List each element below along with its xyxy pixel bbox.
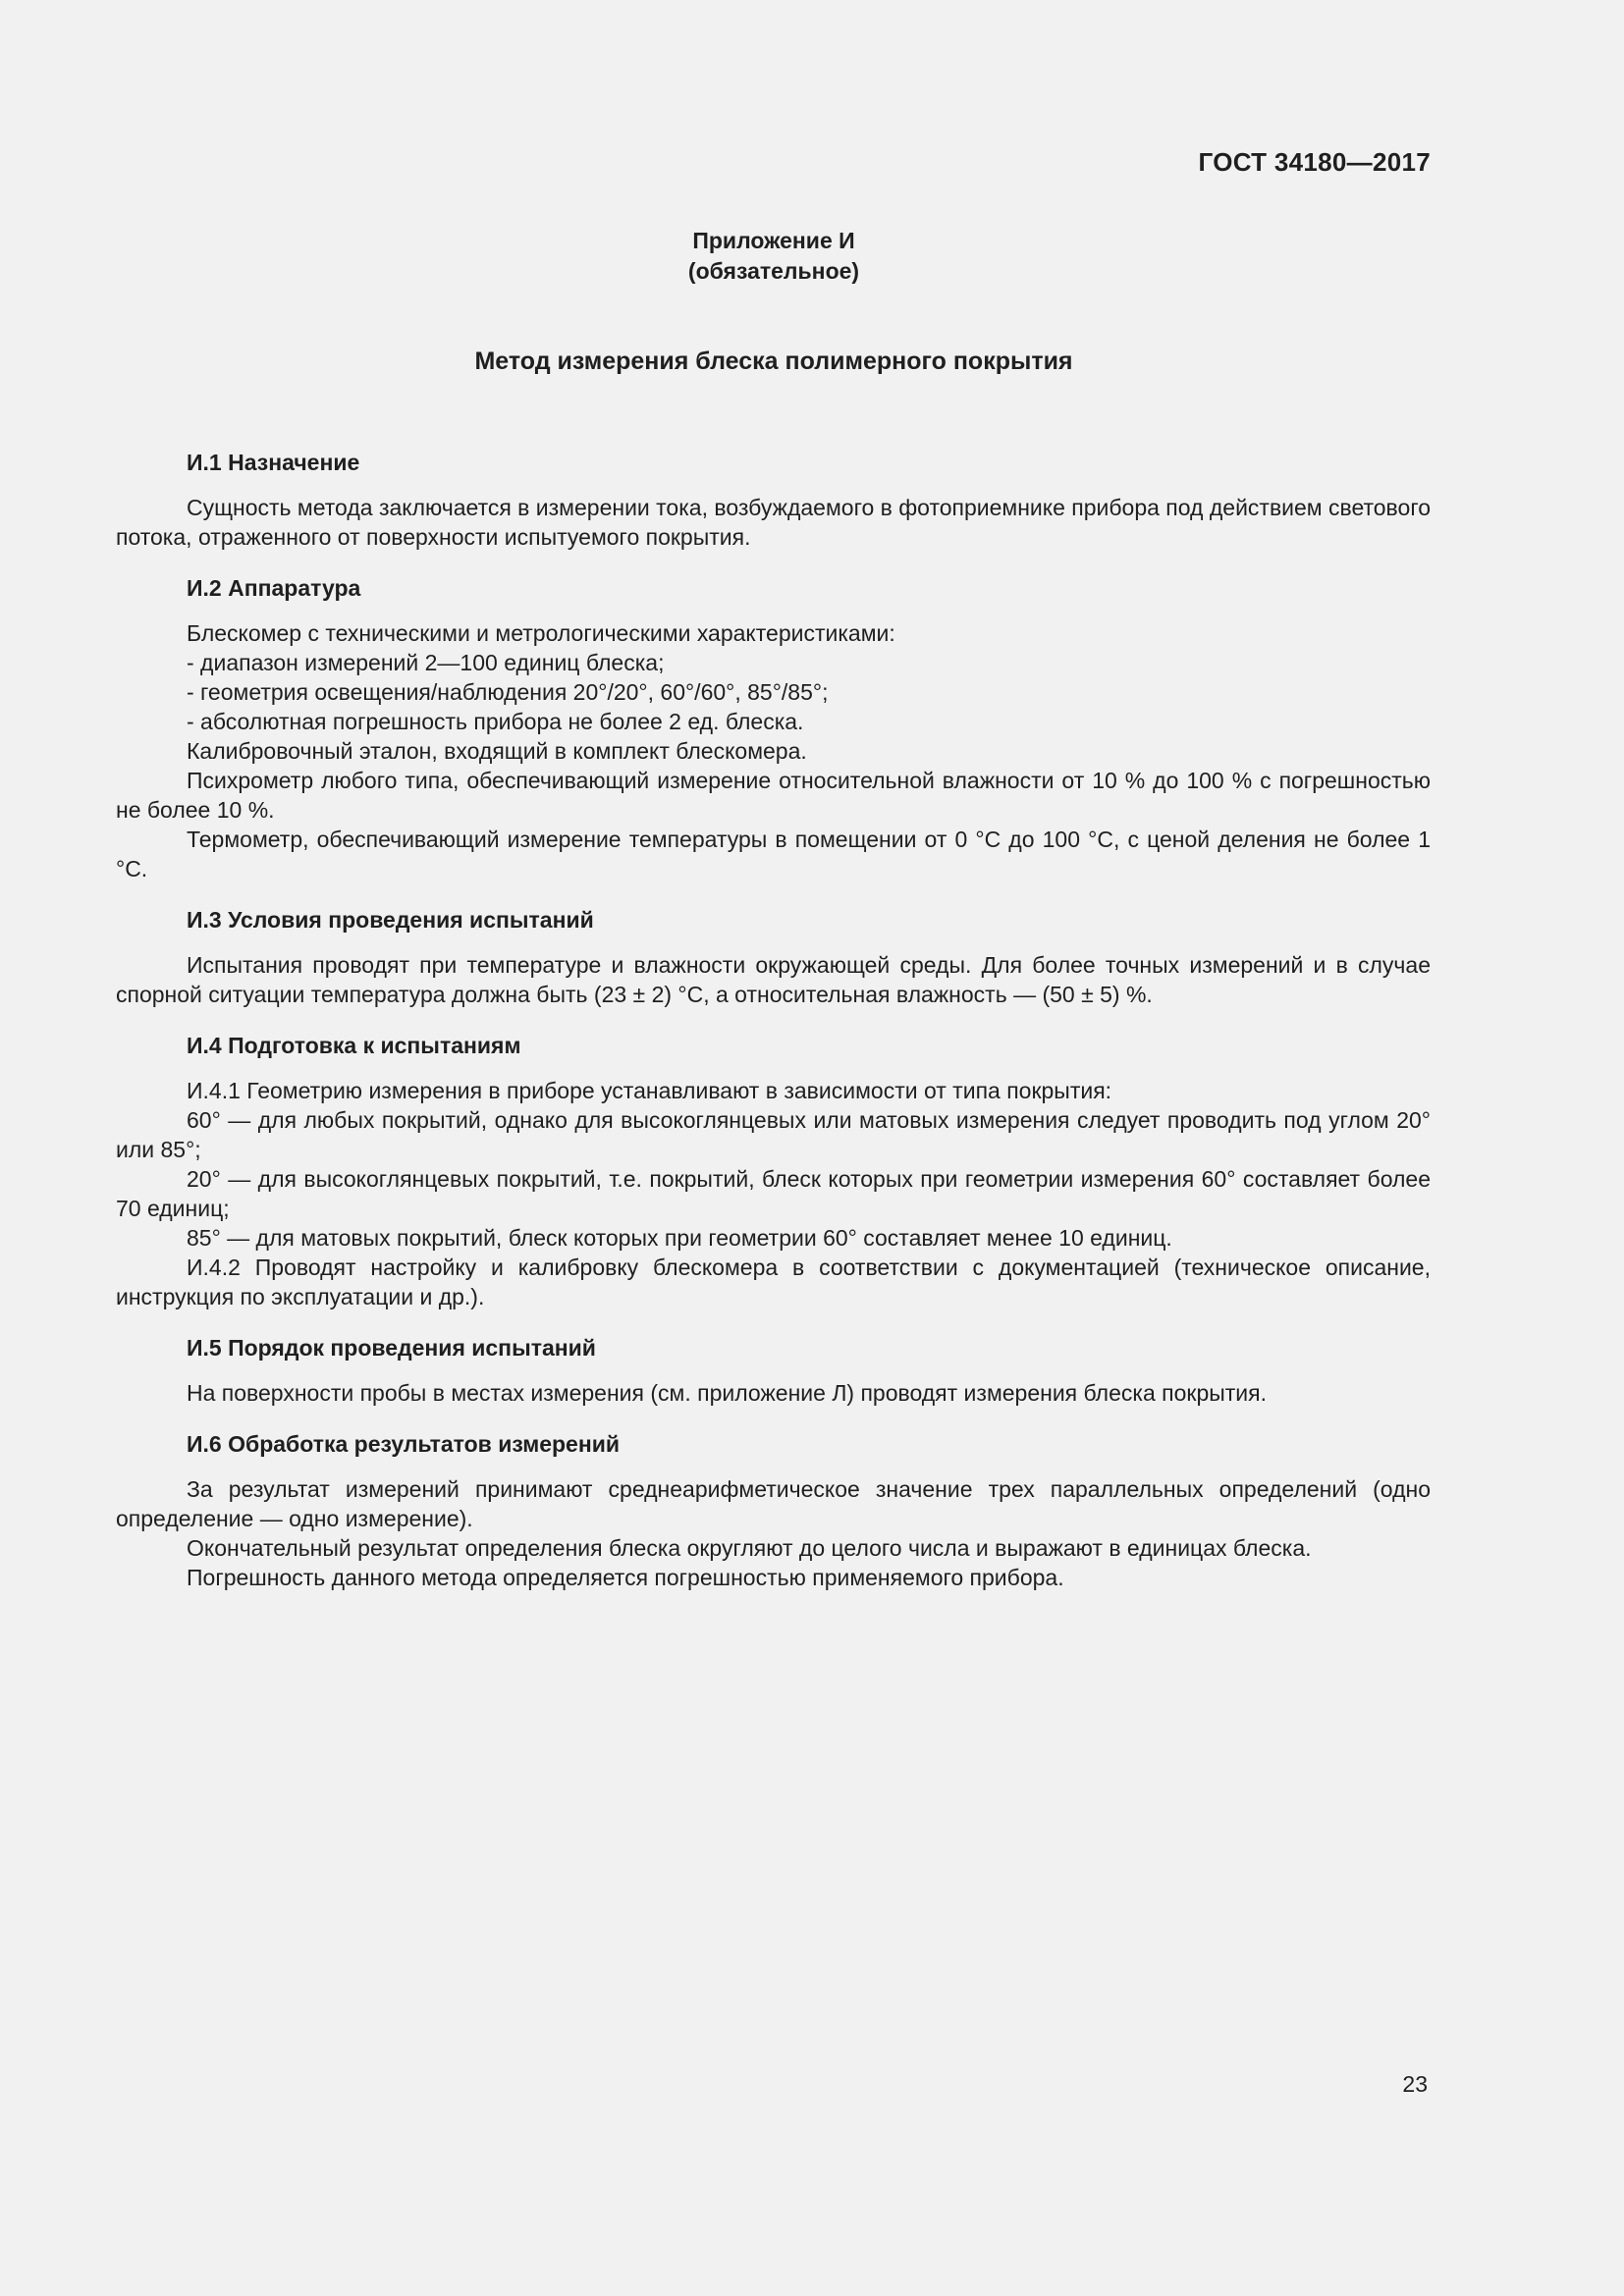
paragraph: Погрешность данного метода определяется погрешностью применяемого прибора. [187, 1565, 1064, 1590]
section-processing [116, 1429, 1431, 1592]
appendix-status: (обязательное) [687, 258, 860, 284]
appendix-header [0, 226, 1547, 287]
section-heading: И.5 Порядок проведения испытаний [187, 1335, 596, 1361]
section-procedure [116, 1333, 1431, 1408]
section-preparation [116, 1031, 1431, 1311]
document-body [116, 448, 1431, 1614]
section-heading: И.2 Аппаратура [187, 575, 361, 601]
list-item: - диапазон измерений 2—100 единиц блеска; [187, 650, 665, 675]
document-title: Метод измерения блеска полимерного покрытия [474, 347, 1073, 375]
paragraph: На поверхности пробы в местах измерения (см. приложение Л) проводят измерения блеска покрытия. [187, 1380, 1267, 1406]
paragraph: Калибровочный эталон, входящий в комплект блескомера. [187, 738, 807, 764]
section-heading: И.6 Обработка результатов измерений [187, 1431, 621, 1457]
paragraph: 20° — для высокоглянцевых покрытий, т.е. покрытий, блеск которых при геометрии измерения 60° составляет более 70 единиц; [116, 1166, 1431, 1221]
paragraph: Испытания проводят при температуре и влажности окружающей среды. Для более точных измерений и в случае спорной ситуации температура должна быть (23 ± 2) °С, а относительная влажность — (50 ± 5) %. [116, 952, 1431, 1007]
paragraph: 60° — для любых покрытий, однако для высокоглянцевых или матовых измерения следует проводить под углом 20° или 85°; [116, 1107, 1431, 1162]
list-item: - геометрия освещения/наблюдения 20°/20°, 60°/60°, 85°/85°; [187, 679, 829, 705]
page-number: 23 [1402, 2071, 1428, 2097]
section-heading: И.3 Условия проведения испытаний [187, 907, 594, 933]
section-purpose [116, 448, 1431, 552]
paragraph: Термометр, обеспечивающий измерение температуры в помещении от 0 °С до 100 °С, с ценой деления не более 1 °С. [116, 827, 1431, 881]
paragraph: И.4.2 Проводят настройку и калибровку блескомера в соответствии с документацией (техническое описание, инструкция по эксплуатации и др.). [116, 1255, 1431, 1309]
paragraph: Блескомер с техническими и метрологическими характеристиками: [187, 620, 895, 646]
list-item: - абсолютная погрешность прибора не более 2 ед. блеска. [187, 709, 804, 734]
document-code: ГОСТ 34180—2017 [1198, 147, 1431, 177]
section-apparatus [116, 573, 1431, 883]
paragraph: 85° — для матовых покрытий, блеск которых при геометрии 60° составляет менее 10 единиц. [187, 1225, 1172, 1251]
appendix-label: Приложение И [692, 228, 855, 253]
section-conditions [116, 905, 1431, 1009]
paragraph: За результат измерений принимают среднеарифметическое значение трех параллельных определений (одно определение — одно измерение). [116, 1476, 1431, 1531]
paragraph: Окончательный результат определения блеска округляют до целого числа и выражают в единицах блеска. [187, 1535, 1312, 1561]
section-heading: И.1 Назначение [187, 450, 360, 475]
paragraph: Сущность метода заключается в измерении тока, возбуждаемого в фотоприемнике прибора под действием светового потока, отраженного от поверхности испытуемого покрытия. [116, 495, 1431, 550]
paragraph: И.4.1 Геометрию измерения в приборе устанавливают в зависимости от типа покрытия: [187, 1078, 1112, 1103]
paragraph: Психрометр любого типа, обеспечивающий измерение относительной влажности от 10 % до 100 % с погрешностью не более 10 %. [116, 768, 1431, 823]
section-heading: И.4 Подготовка к испытаниям [187, 1033, 521, 1058]
